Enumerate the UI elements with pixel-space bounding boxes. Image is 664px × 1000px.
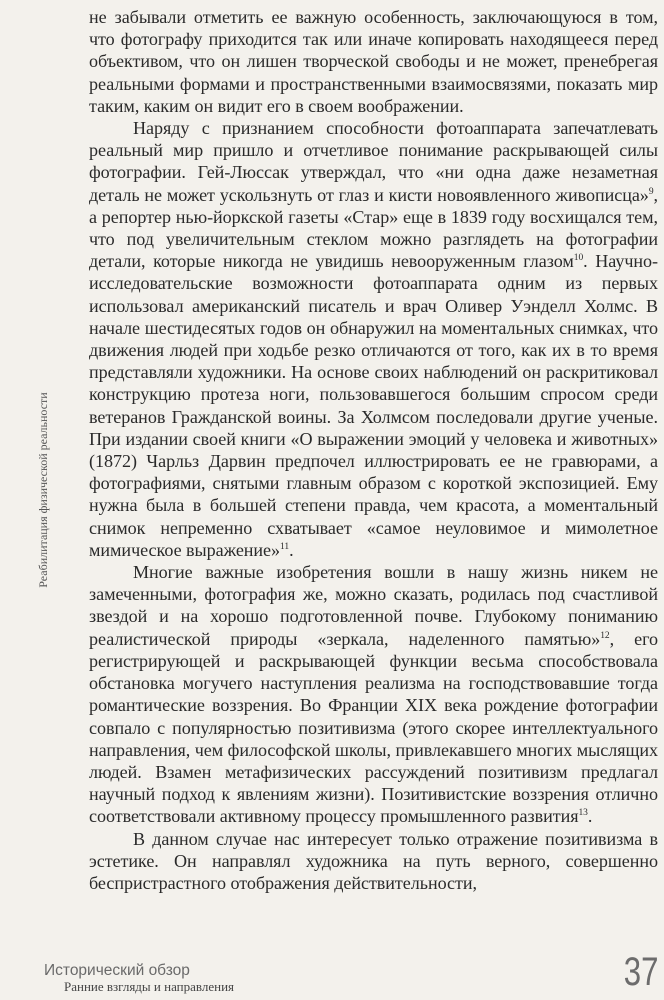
footnote-ref: 9 <box>648 186 654 197</box>
page-number: 37 <box>623 950 658 994</box>
paragraph <box>89 828 658 895</box>
paragraph-text: . <box>289 539 294 560</box>
body-text <box>89 6 658 894</box>
paragraph-text: , а репортер нью-йоркской газеты «Стар» еще в 1839 году восхищался тем, что под увеличительным стеклом можно разглядеть на фотографии детали, которые никогда не увидишь невооруженным глазом <box>89 184 658 272</box>
paragraph-text: , его регистрирующей и раскрывающей функции весьма способствовала обстановка могучего наступления реализма на господствовавшие тогда романтические воззрения. Во Франции XIX века рождение фотографии совпало с популярностью позитивизма (этого скорее интеллектуального направления, чем философской школы, привлекавшего многих мыслящих людей. Взамен метафизических рассуждений позитивизм предлагал научный подход к явлениям жизни). Позитивистские воззрения отлично соответствовали активному процессу промышленного развития <box>89 628 658 827</box>
paragraph-text: Многие важные изобретения вошли в нашу жизнь никем не замеченными, фотография же, можно сказать, родилась под счастливой звездой и на хорошо подготовленной почве. Глубокому пониманию реалистической природы «зеркала, наделенного памятью» <box>89 562 658 649</box>
paragraph-text: не забывали отметить ее важную особенность, заключающуюся в том, что фотографу приходится так или иначе копировать находящееся перед объективом, что он лишен творческой свободы и не может, пренебрегая реальными формами и пространственными взаимосвязями, показать мир таким, каким он видит его в своем воображении. <box>89 7 658 116</box>
footnote-ref: 10 <box>573 253 584 264</box>
footnote-ref: 12 <box>600 630 610 641</box>
paragraph-text: . Научно-исследовательские возможности фотоаппарата одним из первых использовал американский писатель и врач Оливер Уэнделл Холмс. В начале шестидесятых годов он обнаружил на моментальных снимках, что движения людей при ходьбе резко отличаются от того, как их в то время представляли художники. На основе своих наблюдений он раскритиковал конструкцию протеза ноги, пользовавшегося большим спросом среди ветеранов Гражданской воины. За Холмсом последовали другие ученые. При издании своей книги «О выражении эмоций у человека и животных» (1872) Чарльз Дарвин предпочел иллюстрировать ее не гравюрами, а фотографиями, снятыми главным образом с короткой экспозицией. Ему нужна была в большей степени правда, чем красота, а моментальный снимок непременно схватывает «самое неуловимое и мимолетное мимическое выражение» <box>89 251 658 560</box>
footnote-ref: 11 <box>280 541 290 552</box>
running-head-text: Реабилитация физической реальности <box>36 392 50 588</box>
footnote-ref: 13 <box>578 808 588 819</box>
paragraph <box>89 117 658 561</box>
paragraph <box>89 561 658 827</box>
page-footer <box>44 962 244 994</box>
paragraph-text: Наряду с признанием способности фотоаппарата запечатлевать реальный мир пришло и отчетливое понимание раскрывающей силы фотографии. Гей-Люссак утверждал, что «ни одна даже незаметная деталь не может ускользнуть от глаз и кисти новоявленного живописца» <box>89 118 658 205</box>
footer-subsection-title: Ранние взгляды и направления <box>64 979 235 994</box>
footer-section-title: Исторический обзор <box>44 962 190 979</box>
paragraph-text: . <box>587 806 593 827</box>
paragraph <box>89 6 658 117</box>
paragraph-text: В данном случае нас интересует только отражение позитивизма в эстетике. Он направлял художника на путь верного, совершенно беспристрастного отображения действительности, <box>89 828 658 893</box>
